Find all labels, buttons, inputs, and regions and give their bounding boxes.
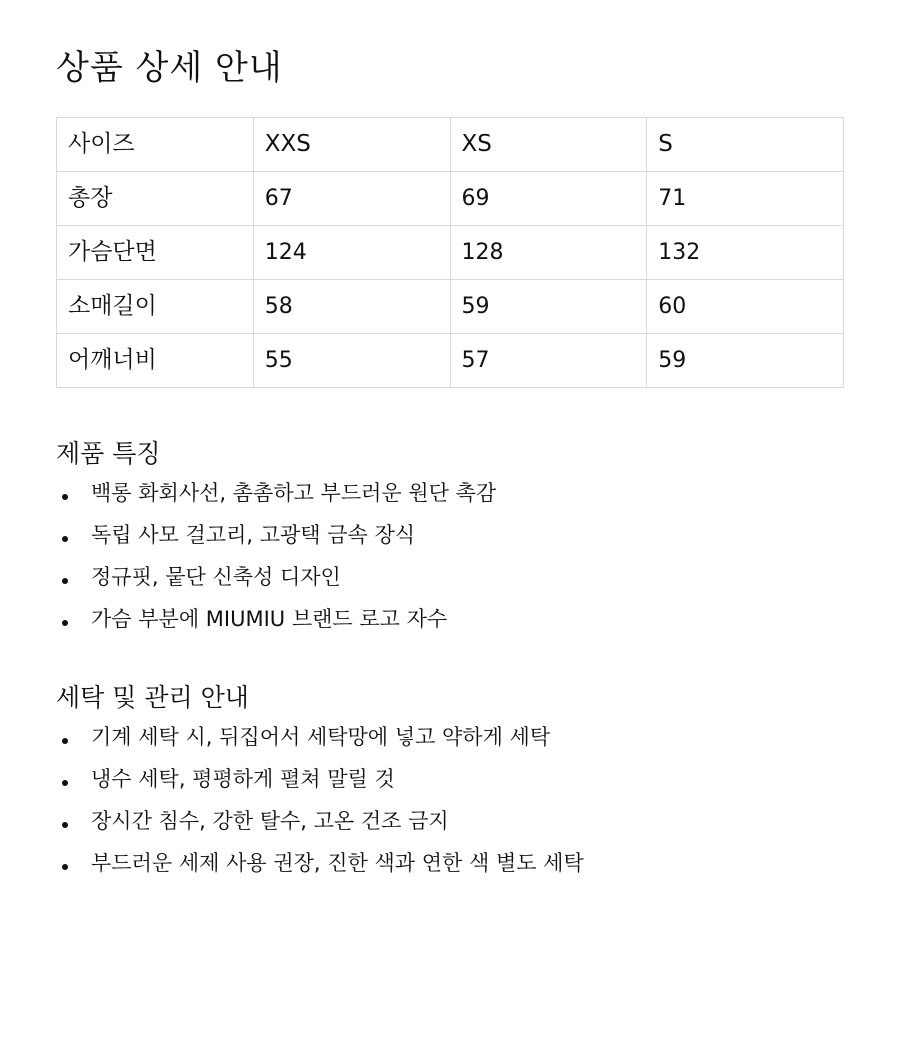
list-item-text: 정규핏, 뭍단 신축성 디자인 — [91, 565, 341, 589]
size-table — [56, 117, 844, 388]
care-list — [56, 716, 844, 884]
list-item — [56, 598, 844, 640]
list-item-text: 부드러운 세제 사용 권장, 진한 색과 연한 색 별도 세탁 — [91, 851, 584, 875]
page-title: 상품 상세 안내 — [56, 48, 283, 88]
list-item-text: 가슴 부분에 MIUMIU 브랜드 로고 자수 — [91, 607, 448, 631]
features-list — [56, 472, 844, 640]
care-section-title: 세탁 및 관리 안내 — [56, 683, 249, 712]
bullet-icon — [62, 536, 68, 542]
list-item — [56, 514, 844, 556]
table-cell: 67 — [253, 172, 450, 226]
bullet-icon — [62, 780, 68, 786]
list-item-text: 독립 사모 걸고리, 고광택 금속 장식 — [91, 523, 416, 547]
table-cell: 124 — [253, 226, 450, 280]
features-section-title: 제품 특징 — [56, 439, 161, 468]
table-cell: 132 — [647, 226, 844, 280]
bullet-icon — [62, 620, 68, 626]
table-header-cell: S — [647, 118, 844, 172]
list-item-text: 장시간 침수, 강한 탈수, 고온 건조 금지 — [91, 809, 449, 833]
table-cell: 55 — [253, 334, 450, 388]
table-cell: 71 — [647, 172, 844, 226]
table-cell: 59 — [450, 280, 647, 334]
table-cell: 128 — [450, 226, 647, 280]
table-cell: 58 — [253, 280, 450, 334]
table-row — [57, 172, 844, 226]
list-item — [56, 472, 844, 514]
list-item — [56, 800, 844, 842]
list-item-text: 냉수 세탁, 평평하게 펼쳐 말릴 것 — [91, 767, 395, 791]
list-item-text: 기계 세탁 시, 뒤집어서 세탁망에 넣고 약하게 세탁 — [91, 725, 551, 749]
row-label-cell: 가슴단면 — [57, 226, 254, 280]
bullet-icon — [62, 578, 68, 584]
table-cell: 60 — [647, 280, 844, 334]
table-cell: 59 — [647, 334, 844, 388]
table-row — [57, 334, 844, 388]
bullet-icon — [62, 494, 68, 500]
table-header-cell: XS — [450, 118, 647, 172]
list-item-text: 백롱 화회사선, 촘촘하고 부드러운 원단 촉감 — [91, 481, 497, 505]
bullet-icon — [62, 864, 68, 870]
table-row — [57, 280, 844, 334]
table-cell: 57 — [450, 334, 647, 388]
table-row — [57, 226, 844, 280]
list-item — [56, 758, 844, 800]
list-item — [56, 556, 844, 598]
list-item — [56, 842, 844, 884]
row-label-cell: 총장 — [57, 172, 254, 226]
row-label-cell: 어깨너비 — [57, 334, 254, 388]
row-label-cell: 소매길이 — [57, 280, 254, 334]
table-header-cell: 사이즈 — [57, 118, 254, 172]
bullet-icon — [62, 822, 68, 828]
list-item — [56, 716, 844, 758]
table-header-row — [57, 118, 844, 172]
bullet-icon — [62, 738, 68, 744]
table-cell: 69 — [450, 172, 647, 226]
table-header-cell: XXS — [253, 118, 450, 172]
